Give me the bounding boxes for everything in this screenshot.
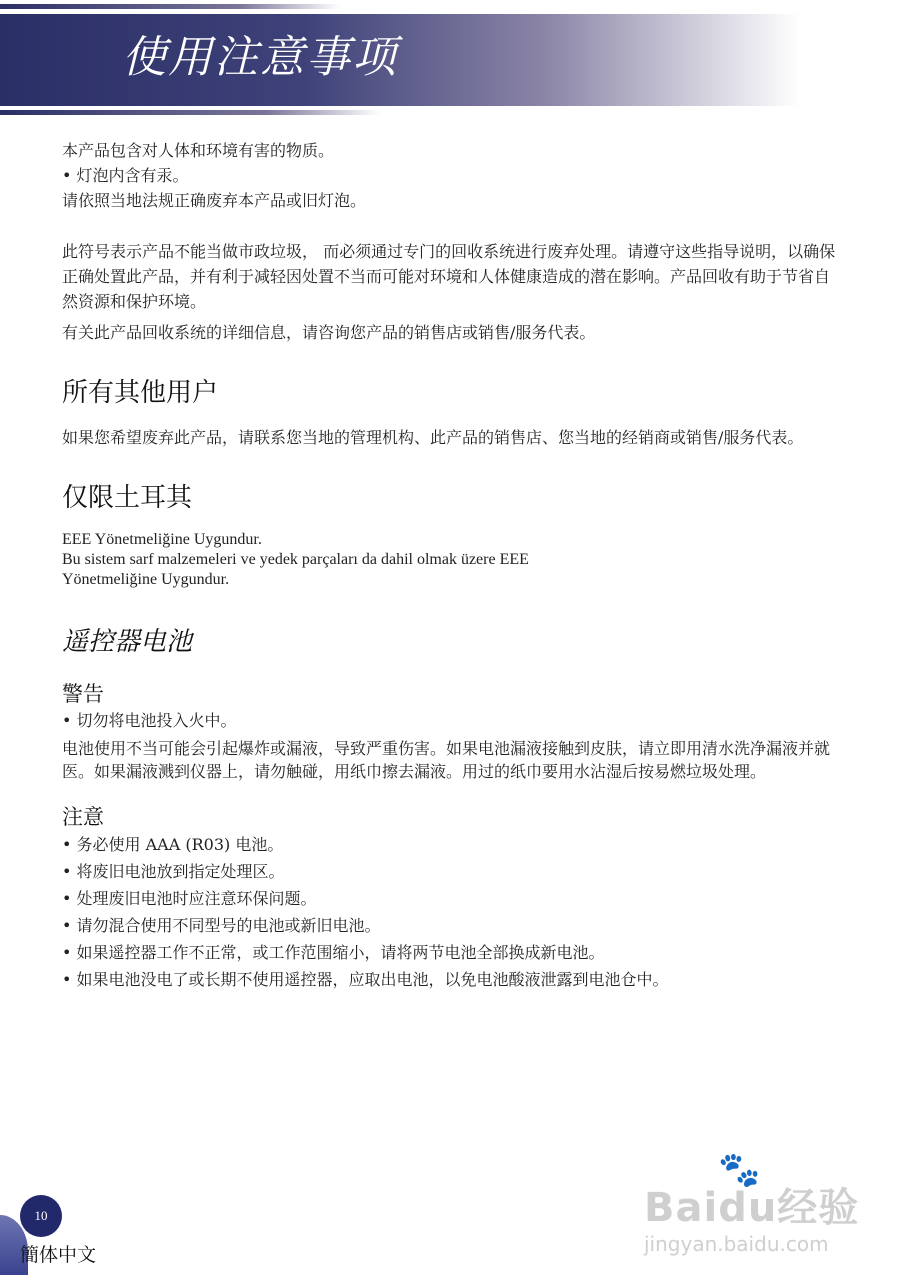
list-item: • 请勿混合使用不同型号的电池或新旧电池。 — [62, 912, 840, 939]
recycle-paragraph: 此符号表示产品不能当做市政垃圾， 而必须通过专门的回收系统进行废弃处理。请遵守这些指导说明，以确保正确处置此产品，并有利于减轻因处置不当而可能对环境和人体健康造成的潜在影响。产品回收有助于节省自然资源和保护环境。 — [62, 242, 836, 311]
language-label: 簡体中文 — [20, 1244, 97, 1266]
page-title: 使用注意事项 — [122, 32, 398, 83]
intro-line: 本产品包含对人体和环境有害的物质。 — [62, 141, 335, 160]
recycle-paragraph: 有关此产品回收系统的详细信息，请咨询您产品的销售店或销售/服务代表。 — [62, 323, 596, 342]
intro-bullet: • 灯泡内含有汞。 — [62, 166, 189, 185]
intro-bullet-text: 灯泡内含有汞。 — [76, 166, 189, 185]
watermark-brand: Baidu经验 — [644, 1185, 860, 1231]
main-content — [62, 138, 840, 993]
page-number-badge — [20, 1195, 62, 1237]
header-banner — [0, 14, 800, 106]
caution-list — [62, 831, 840, 993]
warning-text: 电池使用不当可能会引起爆炸或漏液，导致严重伤害。如果电池漏液接触到皮肤，请立即用清水洗净漏液并就医。如果漏液溅到仪器上，请勿触碰，用纸巾擦去漏液。用过的纸巾要用水沾湿后按易燃垃圾处理。 — [62, 739, 831, 781]
turkey-line: EEE Yönetmeliğine Uygundur. — [62, 531, 262, 548]
header-top-stripe — [0, 4, 340, 9]
warning-heading: 警告 — [62, 682, 104, 706]
list-item: • 将废旧电池放到指定处理区。 — [62, 858, 840, 885]
paw-icon: 🐾 — [718, 1150, 761, 1190]
list-item: • 如果遥控器工作不正常，或工作范围缩小，请将两节电池全部换成新电池。 — [62, 939, 840, 966]
caution-heading: 注意 — [62, 805, 104, 829]
warning-bullet: • 切勿将电池投入火中。 — [62, 711, 237, 730]
header-bottom-stripe — [0, 110, 380, 115]
list-item: • 务必使用 AAA (R03) 电池。 — [62, 831, 840, 858]
warning-bullet-text: 切勿将电池投入火中。 — [76, 711, 237, 730]
section-heading-turkey: 仅限土耳其 — [62, 483, 193, 513]
section-heading-battery: 遥控器电池 — [62, 627, 193, 657]
intro-line: 请依照当地法规正确废弃本产品或旧灯泡。 — [62, 191, 367, 210]
turkey-line: Yönetmeliğine Uygundur. — [62, 571, 230, 588]
other-users-text: 如果您希望废弃此产品，请联系您当地的管理机构、此产品的销售店、您当地的经销商或销售/服务代表。 — [62, 428, 804, 447]
page-number: 10 — [34, 1208, 48, 1223]
section-heading-other-users: 所有其他用户 — [62, 378, 219, 408]
list-item: • 处理废旧电池时应注意环保问题。 — [62, 885, 840, 912]
watermark-url: jingyan.baidu.com — [644, 1232, 829, 1256]
turkey-line: Bu sistem sarf malzemeleri ve yedek parçaları da dahil olmak üzere EEE — [62, 551, 529, 568]
watermark — [640, 1150, 860, 1268]
list-item: • 如果电池没电了或长期不使用遥控器，应取出电池，以免电池酸液泄露到电池仓中。 — [62, 966, 840, 993]
